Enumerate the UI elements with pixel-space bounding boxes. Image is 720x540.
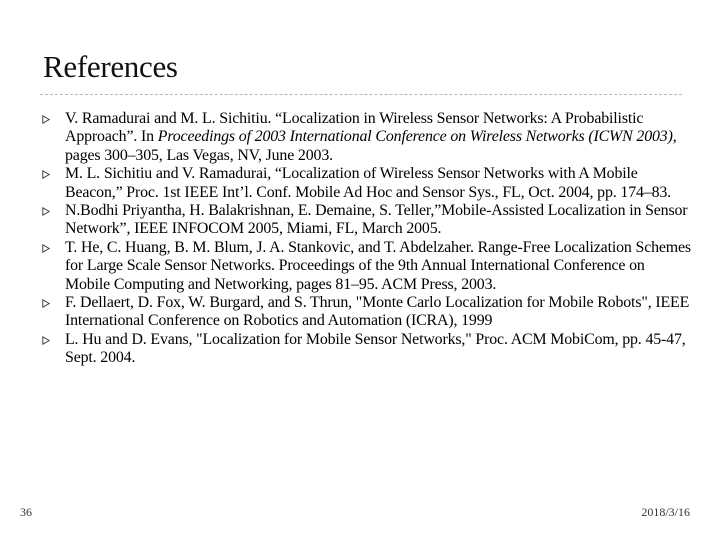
triangle-bullet-icon bbox=[42, 170, 50, 179]
reference-item bbox=[42, 110, 692, 165]
triangle-bullet-icon bbox=[42, 207, 50, 216]
slide-title: References bbox=[43, 49, 178, 84]
triangle-bullet-icon bbox=[42, 244, 50, 253]
slide-date: 2018/3/16 bbox=[641, 505, 690, 519]
triangle-bullet-icon bbox=[42, 336, 50, 345]
triangle-bullet-icon bbox=[42, 299, 50, 308]
reference-text: F. Dellaert, D. Fox, W. Burgard, and S. Thrun, "Monte Carlo Localization for Mobile Robots", IEEE International Conference on Robotics and Automation (ICRA), 1999 bbox=[65, 294, 690, 330]
reference-text: V. Ramadurai and M. L. Sichitiu. “Localization in Wireless Sensor Networks: A Probabilistic Approach”. In Proceedings of 2003 International Conference on Wireless Networks (ICWN 2003), pages 300–305, Las Vegas, NV, June 2003. bbox=[65, 110, 677, 164]
reference-item bbox=[42, 239, 692, 294]
reference-item bbox=[42, 202, 692, 239]
slide-number: 36 bbox=[20, 505, 32, 519]
reference-item bbox=[42, 294, 692, 331]
reference-item bbox=[42, 165, 692, 202]
reference-text: N.Bodhi Priyantha, H. Balakrishnan, E. Demaine, S. Teller,”Mobile-Assisted Localization in Sensor Network”, IEEE INFOCOM 2005, Miami, FL, March 2005. bbox=[65, 202, 688, 238]
reference-text: L. Hu and D. Evans, "Localization for Mobile Sensor Networks," Proc. ACM MobiCom, pp. 45-47, Sept. 2004. bbox=[65, 330, 686, 367]
reference-list bbox=[42, 110, 692, 368]
reference-text: T. He, C. Huang, B. M. Blum, J. A. Stankovic, and T. Abdelzaher. Range-Free Localization Schemes for Large Scale Sensor Networks. Proceedings of the 9th Annual International Conference on Mobile Computing and Networking, pages 81–95. ACM Press, 2003. bbox=[65, 238, 691, 293]
reference-italic: Proceedings of 2003 International Conference on Wireless Networks (ICWN 2003) bbox=[157, 128, 673, 146]
reference-text: M. L. Sichitiu and V. Ramadurai, “Localization of Wireless Sensor Networks with A Mobile Beacon,” Proc. 1st IEEE Int’l. Conf. Mobile Ad Hoc and Sensor Sys., FL, Oct. 2004, pp. 174–83. bbox=[65, 165, 672, 201]
triangle-bullet-icon bbox=[42, 115, 50, 124]
reference-item bbox=[42, 331, 692, 368]
title-divider bbox=[40, 94, 682, 95]
